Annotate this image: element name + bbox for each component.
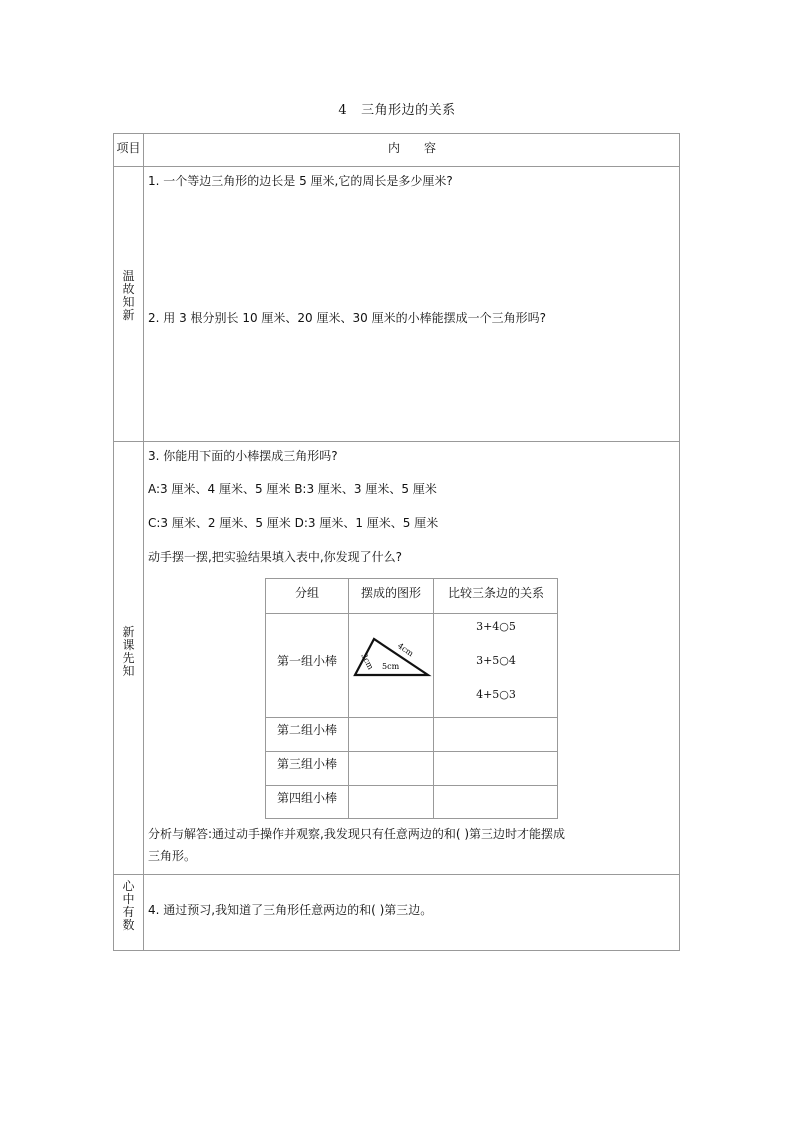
section-label-review [114,270,143,322]
table-header-shape: 摆成的图形 [360,586,421,600]
lesson-number: 4 [338,103,348,118]
table-divider [265,613,558,614]
triangle-label-left: 3cm [359,651,376,672]
analysis-line-2: 三角形。 [148,849,197,863]
section-label-char: 有 [122,905,135,919]
table-divider [265,751,558,752]
table-row-label: 第四组小棒 [276,791,337,805]
question-1: 1. 一个等边三角形的边长是 5 厘米,它的周长是多少厘米? [148,174,453,188]
header-item: 项目 [116,141,141,155]
section-divider [113,874,680,875]
lesson-title: 三角形边的关系 [361,103,456,118]
section-label-char: 温 [122,269,135,283]
table-row-label: 第三组小棒 [276,757,337,771]
table-row-label: 第二组小棒 [276,723,337,737]
table-header-relation: 比较三条边的关系 [447,586,544,600]
section-label-char: 课 [122,638,135,652]
triangle-label-bottom: 5cm [382,662,400,671]
section-label-char: 知 [122,295,135,309]
section-label-char: 知 [122,664,135,678]
question-2: 2. 用 3 根分别长 10 厘米、20 厘米、30 厘米的小棒能摆成一个三角形吗? [148,311,546,325]
section-label-preview [114,626,143,678]
question-4: 4. 通过预习,我知道了三角形任意两边的和( )第三边。 [148,903,433,917]
section-label-char: 新 [122,308,135,322]
section-label-char: 数 [122,918,135,932]
section-label-reflect [114,880,143,932]
section-label-char: 先 [122,651,135,665]
section-label-char: 新 [122,625,135,639]
section-label-char: 心 [122,879,135,893]
analysis-line-1: 分析与解答:通过动手操作并观察,我发现只有任意两边的和( )第三边时才能摆成 [148,827,566,841]
column-divider [143,133,144,951]
table-row-label: 第一组小棒 [276,654,337,668]
triangle-figure [352,633,432,679]
question-3-options-ab: A:3 厘米、4 厘米、5 厘米 B:3 厘米、3 厘米、5 厘米 [148,482,437,496]
table-divider [265,717,558,718]
table-divider [265,785,558,786]
question-3-stem: 3. 你能用下面的小棒摆成三角形吗? [148,449,338,463]
header-divider [113,166,680,167]
question-3-options-cd: C:3 厘米、2 厘米、5 厘米 D:3 厘米、1 厘米、5 厘米 [148,516,439,530]
section-label-char: 故 [122,282,135,296]
question-3-instruction: 动手摆一摆,把实验结果填入表中,你发现了什么? [148,550,402,564]
comparison-3: 4+5○3 [476,688,516,701]
page-title [0,99,794,118]
header-content: 内 容 [387,141,436,155]
triangle-label-right: 4cm [395,641,416,659]
table-header-group: 分组 [294,586,319,600]
comparison-2: 3+5○4 [476,654,516,667]
table-divider [348,578,349,819]
section-label-char: 中 [122,892,135,906]
comparison-1: 3+4○5 [476,620,516,633]
section-divider [113,441,680,442]
